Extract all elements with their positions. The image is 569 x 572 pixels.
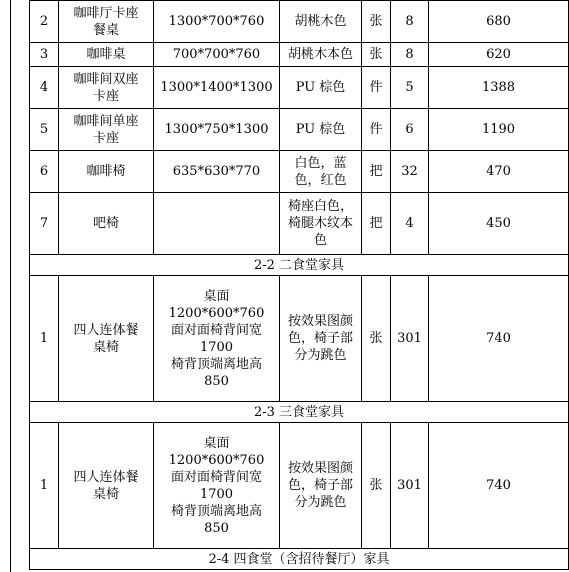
- item-unit: 件: [362, 109, 391, 151]
- row-no: 1: [30, 423, 59, 549]
- item-qty: 32: [391, 151, 429, 193]
- item-unit: 张: [362, 423, 391, 549]
- item-price: 1190: [429, 109, 569, 151]
- table-row: [30, 423, 569, 549]
- section-row: [30, 402, 569, 423]
- row-no: 6: [30, 151, 59, 193]
- item-size: 桌面 1200*600*760 面对面椅背间宽 1700 椅背顶端离地高 850: [154, 276, 280, 402]
- item-material: PU 棕色: [280, 109, 362, 151]
- furniture-table: [29, 0, 569, 570]
- row-no: 4: [30, 67, 59, 109]
- item-unit: 张: [362, 43, 391, 67]
- item-qty: 8: [391, 1, 429, 43]
- item-unit: 把: [362, 193, 391, 255]
- item-material: 按效果图颜 色，椅子部 分为跳色: [280, 423, 362, 549]
- item-price: 450: [429, 193, 569, 255]
- item-qty: 4: [391, 193, 429, 255]
- item-material: 椅座白色， 椅腿木纹本 色: [280, 193, 362, 255]
- item-name: 四人连体餐 桌椅: [59, 423, 154, 549]
- item-material: 按效果图颜 色，椅子部 分为跳色: [280, 276, 362, 402]
- item-unit: 张: [362, 276, 391, 402]
- section-row: [30, 549, 569, 570]
- item-qty: 301: [391, 423, 429, 549]
- item-material: 白色，蓝 色，红色: [280, 151, 362, 193]
- item-price: 740: [429, 276, 569, 402]
- row-no: 7: [30, 193, 59, 255]
- item-price: 680: [429, 1, 569, 43]
- item-name: 四人连体餐 桌椅: [59, 276, 154, 402]
- item-size: [154, 193, 280, 255]
- item-size: 桌面 1200*600*760 面对面椅背间宽 1700 椅背顶端离地高 850: [154, 423, 280, 549]
- item-material: 胡桃木本色: [280, 43, 362, 67]
- section-title: 2-2 二食堂家具: [30, 255, 569, 276]
- row-no: 2: [30, 1, 59, 43]
- item-price: 1388: [429, 67, 569, 109]
- item-qty: 8: [391, 43, 429, 67]
- item-qty: 6: [391, 109, 429, 151]
- section-title: 2-4 四食堂（含招待餐厅）家具: [30, 549, 569, 570]
- left-margin-line: [10, 0, 11, 572]
- row-no: 1: [30, 276, 59, 402]
- item-size: 1300*750*1300: [154, 109, 280, 151]
- item-size: 635*630*770: [154, 151, 280, 193]
- item-size: 1300*1400*1300: [154, 67, 280, 109]
- item-material: PU 棕色: [280, 67, 362, 109]
- row-no: 5: [30, 109, 59, 151]
- section-row: [30, 255, 569, 276]
- table-row: [30, 67, 569, 109]
- item-name: 咖啡椅: [59, 151, 154, 193]
- item-size: 1300*700*760: [154, 1, 280, 43]
- table-row: [30, 276, 569, 402]
- item-qty: 5: [391, 67, 429, 109]
- table-row: [30, 193, 569, 255]
- item-price: 740: [429, 423, 569, 549]
- item-price: 470: [429, 151, 569, 193]
- table-row: [30, 109, 569, 151]
- item-size: 700*700*760: [154, 43, 280, 67]
- item-material: 胡桃木色: [280, 1, 362, 43]
- item-name: 吧椅: [59, 193, 154, 255]
- item-name: 咖啡厅卡座 餐桌: [59, 1, 154, 43]
- section-title: 2-3 三食堂家具: [30, 402, 569, 423]
- item-name: 咖啡间双座 卡座: [59, 67, 154, 109]
- row-no: 3: [30, 43, 59, 67]
- table-row: [30, 1, 569, 43]
- item-qty: 301: [391, 276, 429, 402]
- item-name: 咖啡间单座 卡座: [59, 109, 154, 151]
- item-name: 咖啡桌: [59, 43, 154, 67]
- item-unit: 张: [362, 1, 391, 43]
- table-row: [30, 151, 569, 193]
- item-unit: 件: [362, 67, 391, 109]
- item-price: 620: [429, 43, 569, 67]
- table-row: [30, 43, 569, 67]
- item-unit: 把: [362, 151, 391, 193]
